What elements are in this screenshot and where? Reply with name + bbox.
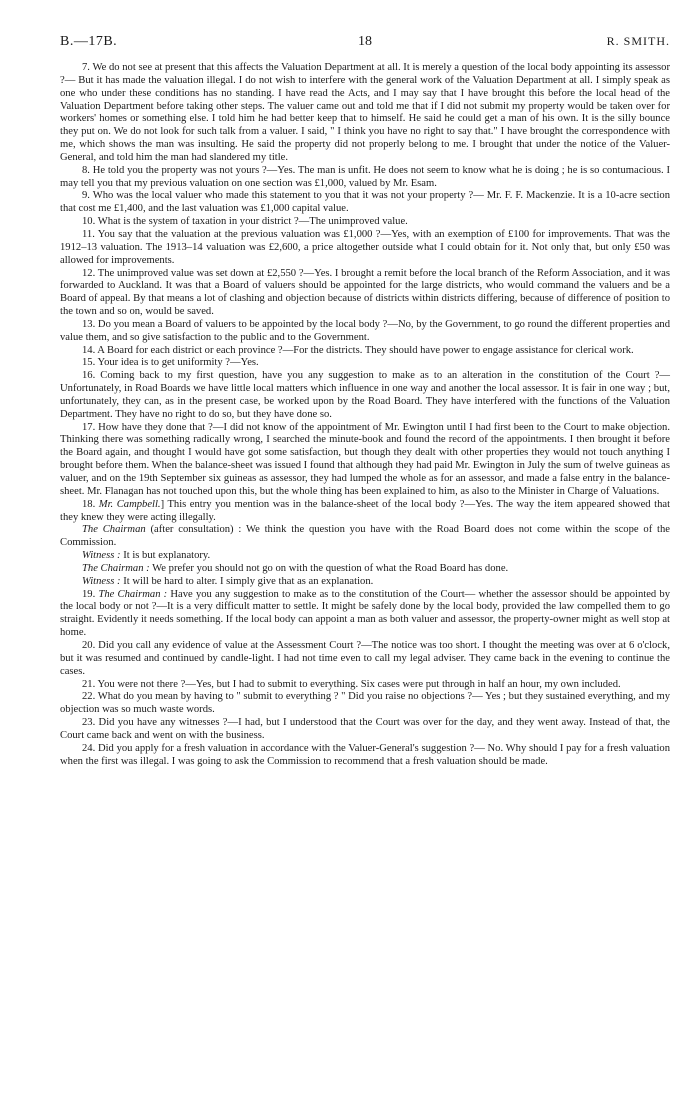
- paragraph-text: It will be hard to alter. I simply give that as an explanation.: [120, 575, 374, 587]
- page-number: 18: [358, 34, 372, 49]
- paragraph: 14. A Board for each district or each province ?—For the districts. They should have power to engage assistance for clerical work.: [82, 344, 634, 356]
- document-body: [60, 62, 670, 768]
- speaker-label: Witness :: [82, 550, 121, 562]
- paragraph-text: 19.: [82, 588, 99, 600]
- witness-name: R. SMITH.: [606, 34, 670, 48]
- speaker-label: Mr. Campbell.: [98, 498, 161, 510]
- paragraph: 24. Did you apply for a fresh valuation in accordance with the Valuer-General's suggestion ?— No. Why should I pay for a fresh valuation when the first was illegal. I was going to ask the Commission to recommend that a fresh valuation should be made.: [60, 742, 670, 767]
- paragraph-text: It is but explanatory.: [120, 550, 211, 562]
- paragraph: 7. We do not see at present that this affects the Valuation Department at all. It is merely a question of the local body appointing its assessor ?— But it has made the valuation illegal. I do not wish to interfere with the general work of the Valuation Department at all. I simply speak as one who under these conditions has no standing. I have read the Acts, and I may say that I have brought this before the local head of the Valuation Department before taking other steps. The valuer came out and told me that if I did not submit my property would be taken over for workers' homes or something else. I told him he had better keep that to himself. He said he could get a man of his own. It is the silly bounce they put on. We do not look for such talk from a valuer. I said, " I think you have no right to say that." I have brought the correspondence with me, which shows the man was insulting. He said the property did not properly belong to me. I brought that under the notice of the Valuer-General, and told him the man had slandered my title.: [60, 62, 670, 163]
- paragraph: 8. He told you the property was not yours ?—Yes. The man is unfit. He does not seem to know what he is doing ; he is so contumacious. I may tell you that my previous valuation on one section was £1,000, valued by Mr. Esam.: [60, 164, 670, 189]
- paragraph: [60, 576, 670, 589]
- speaker-label: The Chairman :: [82, 562, 150, 574]
- paragraph-text: Have you any suggestion to make as to the constitution of the Court— whether the assessor should be appointed by the local body or not ?—It is a very difficult matter to settle. It might be safely done by the local body, provided the law compelled them to go straight. Evidently it needs something. If the local body can appoint a man as both valuer and assessor, the property-owner might as well stop at home.: [60, 588, 671, 639]
- page-header: [60, 34, 670, 62]
- paragraph: 20. Did you call any evidence of value at the Assessment Court ?—The notice was too short. I thought the meeting was over at 6 o'clock, but it was resumed and continued by candle-light. I had not time even to call my legal adviser. They came back in the evening to continue the cases.: [60, 639, 670, 677]
- document-reference: B.—17B.: [60, 34, 118, 49]
- paragraph: [60, 589, 670, 640]
- paragraph: 15. Your idea is to get uniformity ?—Yes.: [82, 357, 259, 369]
- speaker-label: Witness :: [82, 575, 121, 587]
- paragraph: 11. You say that the valuation at the previous valuation was £1,000 ?—Yes, with an exemption of £100 for improvements. That was the 1912–13 valuation. The 1913–14 valuation was £2,600, a price altogether outside what I could obtain for it. Not only that, but only £50 was allowed for improvements.: [60, 228, 670, 266]
- paragraph-text: (after consultation) : We think the question you have with the Road Board does not come within the scope of the Commission.: [60, 524, 670, 549]
- paragraph: [60, 524, 670, 550]
- paragraph-text: ] This entry you mention was in the balance-sheet of the local body ?—Yes. The way the item appeared showed that they knew they were acting illegally.: [60, 498, 671, 523]
- paragraph: 10. What is the system of taxation in your district ?—The unimproved value.: [82, 216, 408, 228]
- paragraph: [60, 550, 670, 563]
- paragraph-text: 18.: [82, 498, 99, 510]
- paragraph: 16. Coming back to my first question, have you any suggestion to make as to an alteration in the constitution of the Court ?—Unfortunately, in Road Boards we have little local matters which influence in one way and another the local assessor. It is fair in one way ; but, unfortunately, they can, as in the present case, be worked upon by the Road Board. They have interfered with the functions of the Valuation Department. They have no right to do so, but they have done so.: [60, 370, 670, 420]
- paragraph: 22. What do you mean by having to " submit to everything ? " Did you raise no objections ?— Yes ; but they sustained everything, and my objection was so much waste words.: [60, 691, 670, 716]
- speaker-label: The Chairman :: [98, 588, 168, 600]
- paragraph-text: We prefer you should not go on with the question of what the Road Board has done.: [149, 562, 509, 574]
- paragraph: 12. The unimproved value was set down at £2,550 ?—Yes. I brought a remit before the local branch of the Reform Association, and it was forwarded to Auckland. It was that a Board of valuers should be appointed for the large districts, who would command the valuers and be a Board of appeal. By that means a lot of clashing and objection because of districts within districts differing, because of difference of position to the town and so on, would be saved.: [60, 267, 670, 318]
- paragraph: 23. Did you have any witnesses ?—I had, but I understood that the Court was over for the day, and they went away. Instead of that, the Court came back and went on with the business.: [60, 717, 670, 741]
- paragraph: [60, 563, 670, 576]
- paragraph: [60, 499, 670, 525]
- speaker-label: The Chairman: [82, 524, 146, 536]
- paragraph: 9. Who was the local valuer who made this statement to you that it was not your property ?— Mr. F. F. Mackenzie. It is a 10-acre section that cost me £1,400, and the last valuation was £1,000 capital value.: [60, 190, 670, 215]
- paragraph: 13. Do you mean a Board of valuers to be appointed by the local body ?—No, by the Government, to go round the different properties and value them, and so give satisfaction to the public and to the Government.: [60, 318, 670, 343]
- paragraph: 17. How have they done that ?—I did not know of the appointment of Mr. Ewington until I had first been to the Court to make objection. Thinking there was something radically wrong, I searched the minute-book and found the record of the appointments. I then brought it before the Board again, and thought I would have got some satisfaction, but though they dealt with other properties they would not touch anything I brought before them. When the balance-sheet was issued I found that although they had paid Mr. Ewington in July the sum of twelve guineas as valuer, and on the 19th September six guineas as assessor, they had lumped the whole as for an assessor, and made a false entry in the balance-sheet. Mr. Flanagan has not touched upon this, but the whole thing has been explained to him, as also to the Minister in Charge of Valuations.: [60, 421, 670, 497]
- paragraph: 21. You were not there ?—Yes, but I had to submit to everything. Six cases were put through in half an hour, my own included.: [82, 678, 621, 690]
